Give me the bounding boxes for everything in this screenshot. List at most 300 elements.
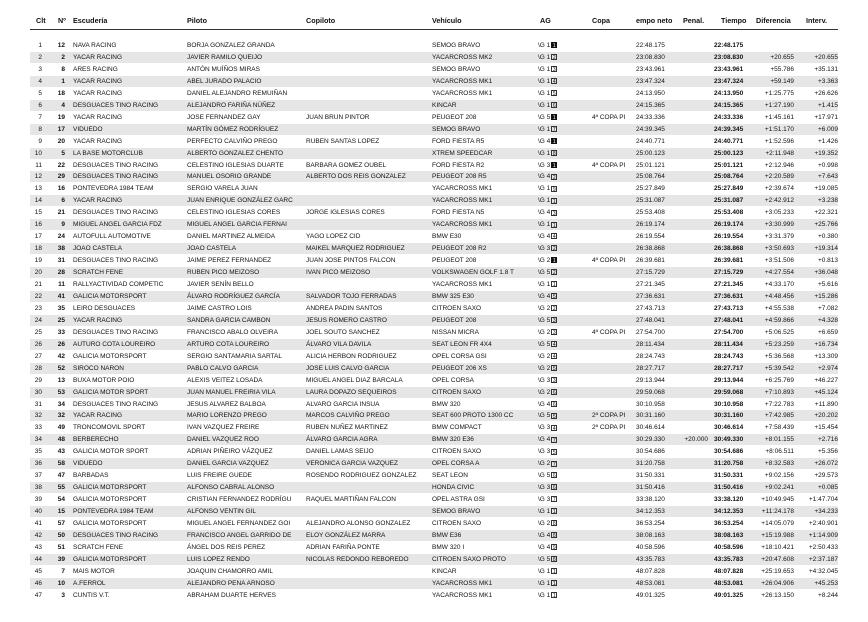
cell-num: 39	[57, 555, 65, 563]
cell-esc: SIROCO NARON	[73, 364, 124, 372]
cell-copa	[592, 375, 632, 386]
cell-esc: DESGUACES TINO RACING	[73, 161, 159, 169]
cell-num: 34	[57, 400, 65, 408]
cell-pen	[676, 399, 708, 410]
table-row	[30, 195, 838, 206]
class-position-box: 7	[552, 437, 556, 444]
table-row	[30, 375, 838, 386]
cell-pen	[676, 267, 708, 278]
cell-pil: LUIS LOPEZ RENDO	[187, 555, 250, 563]
cell-num: 53	[57, 388, 65, 396]
table-row	[30, 458, 838, 469]
header-escuderia: Escudería	[73, 16, 108, 25]
cell-veh: SEAT LEON	[432, 472, 468, 480]
cell-cop: ANDREA PADIN SANTOS	[306, 304, 383, 312]
cell-esc: ARES RACING	[73, 65, 118, 73]
class-position-box: 2	[552, 306, 556, 313]
cell-tiempo: 26:19.174	[714, 221, 744, 229]
cell-int: +1.415	[817, 101, 838, 109]
cell-esc: DESGUACES TINO RACING	[73, 328, 159, 336]
cell-int: +2:40.901	[808, 520, 838, 527]
class-position-box: 3	[552, 210, 556, 217]
cell-tiempo: 38:08.163	[714, 531, 744, 539]
cell-dif: +59.149	[770, 77, 794, 85]
cell-tiempo: 30:46.614	[714, 424, 744, 432]
ag-group: \G 1	[538, 65, 551, 73]
cell-ag	[538, 100, 578, 111]
cell-dif: +7:10.893	[764, 388, 794, 396]
cell-tiempo: 31:50.331	[714, 472, 744, 480]
cell-dif: +11:24.178	[761, 508, 794, 516]
cell-tiempo: 26:19.554	[714, 233, 744, 241]
cell-neto: 24:15.365	[636, 101, 665, 109]
cell-cop: JUAN JOSE PINTOS FALCON	[306, 257, 396, 265]
table-row	[30, 422, 838, 433]
class-position-box: 8	[552, 150, 556, 157]
cell-veh: YACARCROSS MK1	[432, 281, 493, 288]
cell-num: 43	[57, 448, 65, 456]
table-row	[30, 160, 838, 171]
cell-neto: 25:53.408	[636, 209, 665, 217]
cell-copa	[592, 100, 632, 111]
cell-pen	[676, 363, 708, 374]
cell-int: +2:37.187	[808, 555, 838, 563]
cell-num: 2	[61, 53, 65, 61]
cell-tiempo: 24:15.365	[714, 101, 744, 109]
cell-esc: DESGUACES TINO RACING	[73, 257, 159, 265]
cell-copa: 2ª COPA PI	[592, 424, 626, 432]
cell-neto: 24:40.771	[636, 137, 665, 145]
class-position-box: 5	[552, 413, 556, 420]
ag-group: \G 3	[538, 448, 551, 456]
cell-pil: ALBERTO GONZALEZ CHENTO	[187, 149, 284, 157]
cell-ag	[538, 279, 578, 290]
cell-clt: 11	[35, 161, 42, 169]
ag-group: \G 2	[538, 328, 551, 336]
cell-dif: +1:27.190	[764, 101, 794, 109]
cell-dif: +8:32.583	[764, 460, 794, 468]
cell-int: +16.734	[814, 340, 838, 348]
cell-veh: PEUGEOT 208	[432, 316, 477, 324]
cell-pen	[676, 339, 708, 350]
cell-dif: +8:01.155	[764, 436, 794, 444]
cell-veh: SEAT LEON FR 4X4	[432, 340, 492, 348]
cell-esc: YACAR RACING	[73, 89, 122, 97]
cell-pil: RUBEN PICO MEIZOSO	[187, 269, 260, 277]
class-position-box: 6	[552, 473, 556, 480]
cell-veh: FORD FIESTA N5	[432, 209, 485, 217]
cell-tiempo: 25:00.123	[714, 149, 744, 157]
header-tiempo-neto: empo neto	[636, 16, 673, 25]
cell-ag	[538, 40, 578, 51]
cell-pen	[676, 231, 708, 242]
cell-ag	[538, 231, 578, 242]
cell-tiempo: 27:15.729	[714, 269, 744, 277]
cell-pil: ARTURO COTA LOUREIRO	[187, 340, 270, 348]
cell-num: 58	[57, 460, 65, 468]
cell-copa	[592, 387, 632, 398]
cell-tiempo: 24:39.345	[714, 125, 744, 133]
cell-cop: MAIKEL MARQUEZ RODRIGUEZ	[306, 245, 405, 253]
cell-pil: CELESTINO IGLESIAS CORES	[187, 209, 281, 217]
cell-ag	[538, 434, 578, 445]
cell-int: +13.309	[814, 352, 838, 360]
cell-dif: +25:19.653	[761, 567, 794, 575]
cell-veh: FORD FIESTA R5	[432, 137, 485, 145]
cell-esc: PONTEVEDRA 1984 TEAM	[73, 185, 154, 193]
cell-tiempo: 26:39.681	[714, 257, 744, 265]
cell-ag	[538, 267, 578, 278]
cell-pil: IVAN VAZQUEZ FREIRE	[187, 424, 260, 432]
cell-dif: +26:04.906	[761, 579, 794, 587]
cell-copa: 4ª COPA PI	[592, 113, 626, 121]
cell-clt: 10	[34, 149, 42, 157]
cell-dif: +1:25.775	[764, 89, 794, 97]
cell-tiempo: 31:20.758	[714, 460, 744, 468]
class-position-box: 2	[552, 270, 556, 277]
header-diferencia: Diferencia	[756, 16, 791, 25]
table-row	[30, 446, 838, 457]
class-position-box: 4	[552, 342, 556, 349]
ag-group: \G 1	[538, 89, 551, 97]
cell-veh: PEUGEOT 208 R5	[432, 173, 487, 181]
cell-int: +15.286	[814, 292, 838, 300]
cell-neto: 26:19.174	[636, 221, 665, 229]
cell-ag	[538, 207, 578, 218]
ag-group: \G 1	[538, 185, 551, 193]
cell-dif: +3:50.693	[764, 245, 794, 253]
cell-clt: 44	[34, 555, 42, 563]
cell-int: +26.626	[814, 89, 838, 97]
cell-cop	[306, 40, 430, 51]
cell-neto: 48:53.081	[636, 579, 665, 587]
cell-esc: BARBADAS	[73, 472, 109, 480]
table-row	[30, 243, 838, 254]
cell-esc: YACAR RACING	[73, 197, 122, 205]
ag-group: \G 5	[538, 316, 551, 324]
cell-esc: VIDUEDO	[73, 125, 103, 133]
cell-tiempo: 24:40.771	[714, 137, 744, 145]
cell-cop: LAURA DOPAZO SEQUEIROS	[306, 388, 397, 396]
cell-int: +45.124	[814, 388, 838, 396]
class-position-box: 1	[552, 198, 556, 205]
cell-copa	[592, 434, 632, 445]
cell-veh: OPEL ASTRA GSI	[432, 496, 485, 504]
cell-num: 16	[57, 185, 65, 193]
cell-dif: +2:11.948	[765, 149, 794, 157]
cell-pen	[676, 578, 708, 589]
class-position-box: 8	[552, 557, 556, 564]
table-row	[30, 207, 838, 218]
cell-neto: 27:21.345	[636, 281, 665, 288]
ag-group: \G 4	[538, 292, 551, 300]
cell-clt: 34	[34, 436, 42, 444]
cell-int: +22.321	[814, 209, 838, 217]
cell-ag	[538, 88, 578, 99]
cell-pil: JESUS ALVAREZ BALBOA	[187, 400, 266, 408]
ag-group: \G 2	[538, 460, 551, 468]
cell-cop: IVAN PICO MEIZOSO	[306, 269, 371, 277]
cell-copa	[592, 518, 632, 529]
cell-dif: +15:19.988	[761, 531, 794, 539]
ag-group: \G 5	[538, 269, 551, 277]
ag-group: \G 1	[538, 53, 551, 61]
cell-tiempo: 48:53.081	[714, 579, 744, 587]
cell-num: 51	[57, 543, 65, 551]
cell-copa	[592, 148, 632, 159]
cell-veh: SEMOG BRAVO	[432, 65, 481, 73]
class-position-box: 1	[552, 43, 556, 50]
cell-pen	[676, 171, 708, 182]
ag-group: \G 1	[538, 591, 551, 599]
cell-dif: +2:39.674	[764, 185, 794, 193]
cell-veh: YACARCROSS MK1	[432, 185, 493, 193]
cell-cop: JESUS ROMERO CASTRO	[306, 316, 387, 324]
cell-esc: GALICIA MOTORSPORT	[73, 484, 147, 492]
cell-copa	[592, 339, 632, 350]
cell-clt: 47	[34, 591, 42, 599]
cell-copa	[592, 351, 632, 362]
class-position-box: 2	[552, 55, 556, 62]
cell-copa	[592, 52, 632, 63]
cell-clt: 46	[34, 579, 42, 587]
cell-ag	[538, 160, 578, 171]
table-row	[30, 351, 838, 362]
cell-ag	[538, 506, 578, 517]
cell-tiempo: 30:54.686	[714, 448, 744, 456]
cell-cop: RUBEN NUÑEZ MARTINEZ	[306, 424, 388, 432]
cell-copa: 4ª COPA PI	[592, 161, 626, 169]
cell-clt: 8	[38, 125, 42, 133]
cell-pil: FRANCISCO ANGEL GARRIDO DE	[187, 531, 292, 539]
cell-esc: DESGUACES TINO RACING	[73, 531, 159, 539]
cell-copa	[592, 470, 632, 481]
cell-pen	[676, 542, 708, 553]
ag-group: \G 4	[538, 137, 551, 145]
ag-group: \G 1	[538, 197, 551, 205]
cell-clt: 19	[34, 257, 42, 265]
class-position-box: 1	[552, 114, 556, 121]
cell-veh: YACARCROSS MK1	[432, 579, 493, 587]
cell-ag	[538, 255, 578, 266]
cell-neto: 26:39.681	[636, 257, 665, 265]
cell-clt: 26	[34, 340, 42, 348]
class-position-box: 7	[552, 126, 556, 133]
table-row	[30, 88, 838, 99]
cell-esc: GALICIA MOTORSPORT	[73, 520, 147, 527]
table-row	[30, 578, 838, 589]
cell-neto: 28:24.743	[636, 352, 665, 360]
cell-num: 13	[57, 376, 65, 384]
cell-copa	[592, 554, 632, 565]
cell-veh: YACARCROSS MK1	[432, 591, 493, 599]
ag-group: \G 2	[538, 520, 551, 527]
ag-group: \G 5	[538, 113, 551, 121]
table-row	[30, 100, 838, 111]
cell-dif: +2:42.912	[764, 197, 794, 205]
cell-dif: +55.786	[770, 65, 794, 73]
cell-dif: +6:25.769	[764, 376, 794, 384]
cell-cop	[306, 183, 430, 194]
cell-pil: JAVIER RAMILO QUEIJO	[187, 53, 263, 61]
header-num: Nº	[58, 16, 66, 25]
cell-neto: 26:38.868	[636, 245, 665, 253]
cell-pil: JOSE FERNANDEZ GAY	[187, 113, 261, 121]
cell-esc: GALICIA MOTOR SPORT	[73, 448, 149, 456]
cell-neto: 40:58.596	[636, 543, 665, 551]
ag-group: \G 5	[538, 340, 551, 348]
cell-esc: GALICIA MOTORSPORT	[73, 496, 147, 504]
cell-num: 29	[57, 173, 65, 181]
cell-cop	[306, 482, 430, 493]
cell-copa	[592, 195, 632, 206]
cell-pen	[676, 100, 708, 111]
cell-pil: CRISTIAN FERNANDEZ RODRÍGU	[187, 496, 292, 504]
cell-dif: +3:31.379	[764, 233, 794, 241]
cell-clt: 35	[34, 448, 42, 456]
cell-dif: +5:36.568	[764, 352, 794, 360]
cell-clt: 14	[34, 197, 42, 205]
cell-pen	[676, 554, 708, 565]
cell-int: +4.328	[817, 316, 838, 324]
cell-dif: +9:02.156	[764, 472, 794, 480]
cell-tiempo: 31:50.416	[714, 484, 744, 492]
ag-group: \G 1	[538, 579, 551, 587]
cell-clt: 16	[34, 221, 42, 229]
ag-group: \G 3	[538, 484, 551, 492]
cell-num: 20	[57, 137, 65, 145]
cell-int: +36.048	[814, 269, 838, 277]
cell-neto: 30:31.160	[636, 412, 665, 420]
cell-neto: 27:15.729	[636, 269, 665, 277]
cell-copa	[592, 279, 632, 290]
cell-esc: YACAR RACING	[73, 316, 122, 324]
cell-tiempo: 34:12.353	[714, 508, 744, 516]
cell-int	[798, 40, 838, 51]
cell-cop: ADRIAN FARIÑA PONTE	[306, 543, 380, 551]
cell-copa	[592, 64, 632, 75]
cell-clt: 41	[34, 520, 42, 527]
ag-group: \G 1	[538, 149, 551, 157]
cell-veh: OPEL CORSA	[432, 376, 475, 384]
cell-tiempo: 27:36.631	[714, 292, 744, 300]
ag-group: \G 4	[538, 436, 551, 444]
cell-veh: PEUGEOT 208	[432, 113, 477, 121]
header-divider	[30, 29, 838, 30]
cell-cop: MARCOS CALVIÑO PREGO	[306, 412, 390, 420]
cell-veh: SEMOG BRAVO	[432, 42, 481, 49]
ag-group: \G 4	[538, 400, 551, 408]
cell-int: +17.971	[814, 113, 838, 121]
cell-num: 8	[61, 65, 65, 73]
header-interv: Interv.	[806, 16, 828, 25]
cell-cop: MIGUEL ANGEL DIAZ BARCALA	[306, 376, 403, 384]
cell-esc: YACAR RACING	[73, 53, 122, 61]
cell-cop	[306, 279, 430, 290]
table-row	[30, 64, 838, 75]
class-position-box: 1	[552, 138, 556, 145]
cell-tiempo: 25:08.764	[714, 173, 744, 181]
cell-clt: 40	[34, 508, 42, 516]
cell-num: 5	[61, 149, 65, 157]
cell-cop	[306, 566, 430, 577]
cell-num: 26	[57, 340, 65, 348]
cell-esc: LA BASE MOTORCLUB	[73, 149, 143, 157]
cell-neto: 24:39.345	[636, 125, 665, 133]
class-position-box: 1	[552, 282, 556, 289]
cell-num: 55	[57, 484, 65, 492]
cell-copa	[592, 291, 632, 302]
ag-group: \G 4	[538, 173, 551, 181]
cell-copa	[592, 399, 632, 410]
cell-neto: 29:13.944	[636, 376, 665, 384]
table-row	[30, 183, 838, 194]
cell-tiempo: 30:49.330	[714, 436, 744, 444]
class-position-box: 6	[552, 401, 556, 408]
cell-int: +15.454	[814, 424, 838, 432]
cell-ag	[538, 291, 578, 302]
cell-clt: 42	[34, 531, 42, 539]
cell-veh: YACARCROSS MK1	[432, 89, 493, 97]
cell-dif: +9:02.241	[764, 484, 794, 492]
cell-pil: JOAO CASTELA	[187, 245, 237, 253]
cell-esc: DESGUACES TINO RACING	[73, 101, 159, 109]
cell-neto: 31:50.416	[636, 484, 665, 492]
cell-veh: BMW 320 E36	[432, 436, 474, 444]
cell-pil: MIGUEL ANGEL FERNANDEZ GOI	[187, 520, 291, 527]
cell-num: 47	[57, 472, 65, 480]
cell-dif: +10:49.945	[761, 496, 794, 504]
table-row	[30, 303, 838, 314]
cell-clt: 29	[34, 376, 42, 384]
cell-esc: LEIRO DESGUACES	[73, 304, 136, 312]
cell-num: 3	[61, 591, 65, 599]
cell-dif: +3:51.506	[764, 257, 794, 265]
cell-clt: 9	[38, 137, 42, 145]
cell-veh: BMW 325 E30	[432, 292, 474, 300]
cell-int: +1:14.909	[808, 531, 838, 539]
cell-dif: +2:12.946	[764, 161, 794, 169]
cell-cop	[306, 64, 430, 75]
cell-copa	[592, 590, 632, 601]
class-position-box: 1	[552, 509, 556, 516]
cell-num: 33	[57, 328, 65, 336]
ag-group: \G 4	[538, 233, 551, 241]
cell-copa	[592, 124, 632, 135]
class-position-box: 7	[552, 497, 556, 504]
cell-clt: 39	[34, 496, 42, 504]
cell-neto: 25:01.121	[636, 161, 665, 169]
cell-tiempo: 29:59.068	[714, 388, 744, 396]
cell-neto: 27:43.713	[636, 304, 665, 312]
cell-dif: +7:42.985	[764, 412, 794, 420]
ag-group: \G 2	[538, 257, 551, 265]
class-position-box: 1	[552, 162, 556, 169]
cell-ag	[538, 351, 578, 362]
cell-esc: JOAO CASTELA	[73, 245, 123, 253]
cell-esc: RALLYACTIVIDAD COMPETIC	[73, 281, 164, 288]
cell-veh: OPEL CORSA GSI	[432, 352, 487, 360]
cell-veh: XTREM SPEEDCAR	[432, 149, 493, 157]
cell-ag	[538, 148, 578, 159]
cell-pen	[676, 219, 708, 230]
cell-esc: NAVA RACING	[73, 42, 117, 49]
cell-ag	[538, 422, 578, 433]
cell-dif: +4:55.538	[764, 304, 794, 312]
ag-group: \G 2	[538, 352, 551, 360]
cell-ag	[538, 183, 578, 194]
cell-copa	[592, 243, 632, 254]
